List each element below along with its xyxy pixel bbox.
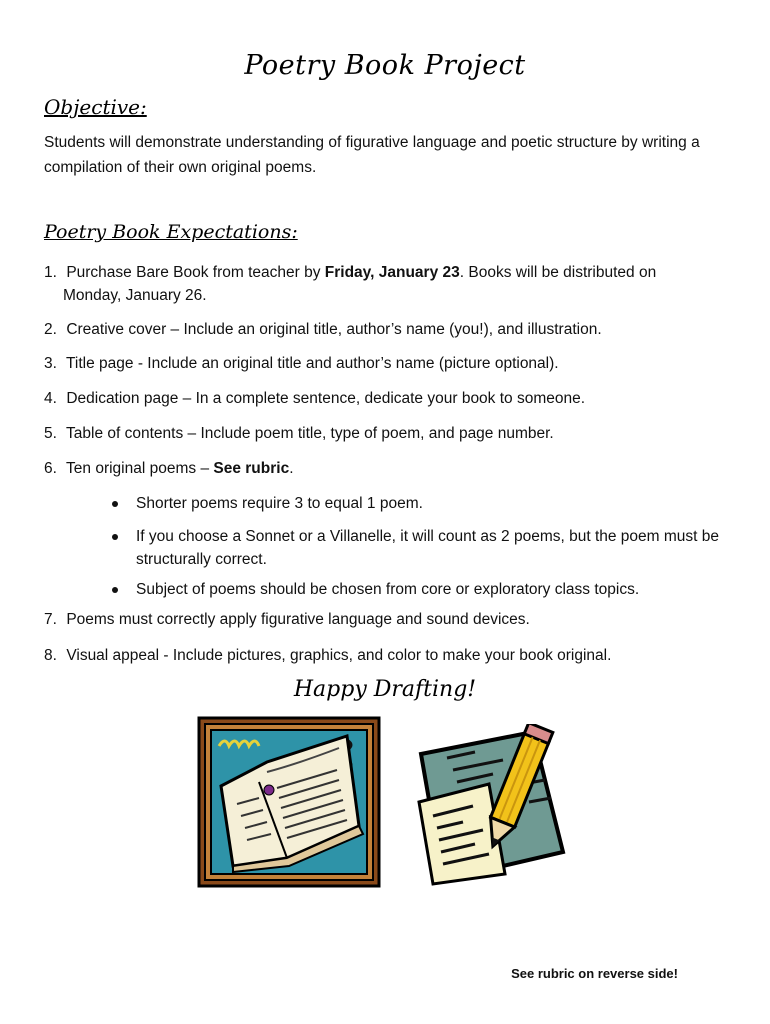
bullet-text: Shorter poems require 3 to equal 1 poem. — [136, 495, 423, 512]
footer-note: See rubric on reverse side! — [511, 966, 678, 981]
expectation-item — [44, 457, 734, 480]
item-number: 6. — [44, 460, 57, 477]
item-number: 7. — [44, 611, 57, 628]
paper-pencil-icon — [413, 724, 571, 888]
item-number: 1. — [44, 264, 57, 281]
item-text: Creative cover – Include an original title, author’s name (you!), and illustration. — [66, 321, 602, 338]
objective-text: Students will demonstrate understanding of figurative language and poetic structure by writing a compilation of their own original poems. — [44, 134, 700, 176]
item-text: Table of contents – Include poem title, type of poem, and page number. — [66, 425, 554, 442]
item-text: Poems must correctly apply figurative language and sound devices. — [66, 611, 530, 628]
bullet-item — [112, 525, 732, 571]
expectation-item — [44, 318, 734, 341]
bullet-item — [112, 578, 732, 601]
expectations-heading: Poetry Book Expectations: — [44, 221, 298, 243]
item-text-post: . Books will be distributed on — [459, 264, 657, 281]
item-text: Dedication page – In a complete sentence, dedicate your book to someone. — [66, 390, 586, 407]
bullet-icon — [112, 534, 118, 540]
bullet-item — [112, 492, 732, 515]
page-title: Poetry Book Project — [244, 50, 526, 81]
expectation-item — [44, 422, 734, 445]
item-number: 3. — [44, 355, 57, 372]
objective-heading: Objective: — [44, 95, 147, 119]
bullet-text: If you choose a Sonnet or a Villanelle, it will count as 2 poems, but the poem must be structurally correct. — [136, 528, 720, 568]
item-text-post: . — [289, 460, 294, 477]
item-text: Title page - Include an original title and author’s name (picture optional). — [66, 355, 559, 372]
item-continuation: Monday, January 26. — [63, 287, 207, 304]
item-number: 5. — [44, 425, 57, 442]
expectation-item — [44, 387, 734, 410]
item-text: Ten original poems – — [66, 460, 214, 477]
expectation-item — [44, 261, 734, 307]
expectation-item — [44, 644, 734, 667]
item-rubric-link: See rubric — [213, 460, 290, 477]
expectation-item — [44, 352, 734, 375]
closing-text: Happy Drafting! — [293, 677, 477, 702]
bullet-icon — [112, 587, 118, 593]
item-number: 8. — [44, 647, 57, 664]
bullet-icon — [112, 501, 118, 507]
bullet-text: Subject of poems should be chosen from core or exploratory class topics. — [136, 581, 640, 598]
item-number: 2. — [44, 321, 57, 338]
item-text: Purchase Bare Book from teacher by — [66, 264, 325, 281]
item-number: 4. — [44, 390, 57, 407]
item-deadline: Friday, January 23 — [324, 264, 460, 281]
expectation-item — [44, 608, 734, 631]
open-book-icon — [197, 716, 381, 888]
item-text: Visual appeal - Include pictures, graphics, and color to make your book original. — [66, 647, 612, 664]
